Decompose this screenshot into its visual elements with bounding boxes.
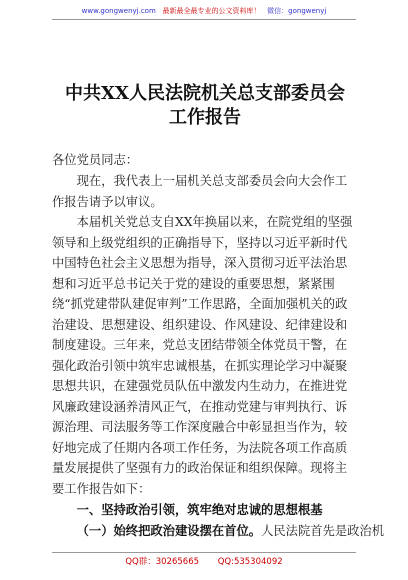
header-wechat: 微信：gongwenyj (267, 7, 327, 15)
salutation: 各位党员同志： (52, 153, 139, 167)
site-header (0, 6, 408, 16)
footer-qq-group: QQ群：30265665 (125, 557, 200, 567)
document-title: 中共XX人民法院机关总支部委员会工作报告 (65, 83, 345, 128)
header-website-link[interactable]: www.gongwenyj.com (81, 7, 156, 15)
subsection-text: 人民法院首先是政治机 (261, 524, 385, 538)
header-slogan: 最新最全最专业的公文资料库！ (162, 7, 261, 15)
site-footer (0, 556, 408, 568)
subsection-line (52, 521, 385, 542)
header-divider (52, 19, 356, 20)
paragraph-intro: 现在，我代表上一届机关总支部委员会向大会作工作报告请予以审议。 (52, 174, 348, 209)
subsection-heading: （一）始终把政治建设摆在首位。 (76, 523, 262, 538)
footer-qq: QQ:535304092 (217, 557, 283, 567)
paragraph-summary: 本届机关党总支自XX年换届以来，在院党组的坚强领导和上级党组织的正确指导下，坚持以习近平新时代中国特色社会主义思想为指导，深入贯彻习近平法治思想和习近平总书记关于党的建设的重要思想，紧紧围绕“抓党建带队建促审判”工作思路，全面加强机关的政治建设、思想建设、组织建设、作风建设、纪律建设和制度建设。三年来，党总支团结带领全体党员干警，在强化政治引领中筑牢忠诚根基，在抓实理论学习中凝聚思想共识，在建强党员队伍中激发内生动力，在推进党风廉政建设涵养清风正气，在推动党建与审判执行、诉源治理、司法服务等工作深度融合中彰显担当作为，较好地完成了任期内各项工作任务，为法院各项工作高质量发展提供了坚强有力的政治保证和组织保障。现将主要工作报告如下： (52, 215, 353, 496)
section-heading: 一、坚持政治引领，筑牢绝对忠诚的思想根基 (76, 502, 323, 517)
footer-divider (52, 552, 356, 553)
